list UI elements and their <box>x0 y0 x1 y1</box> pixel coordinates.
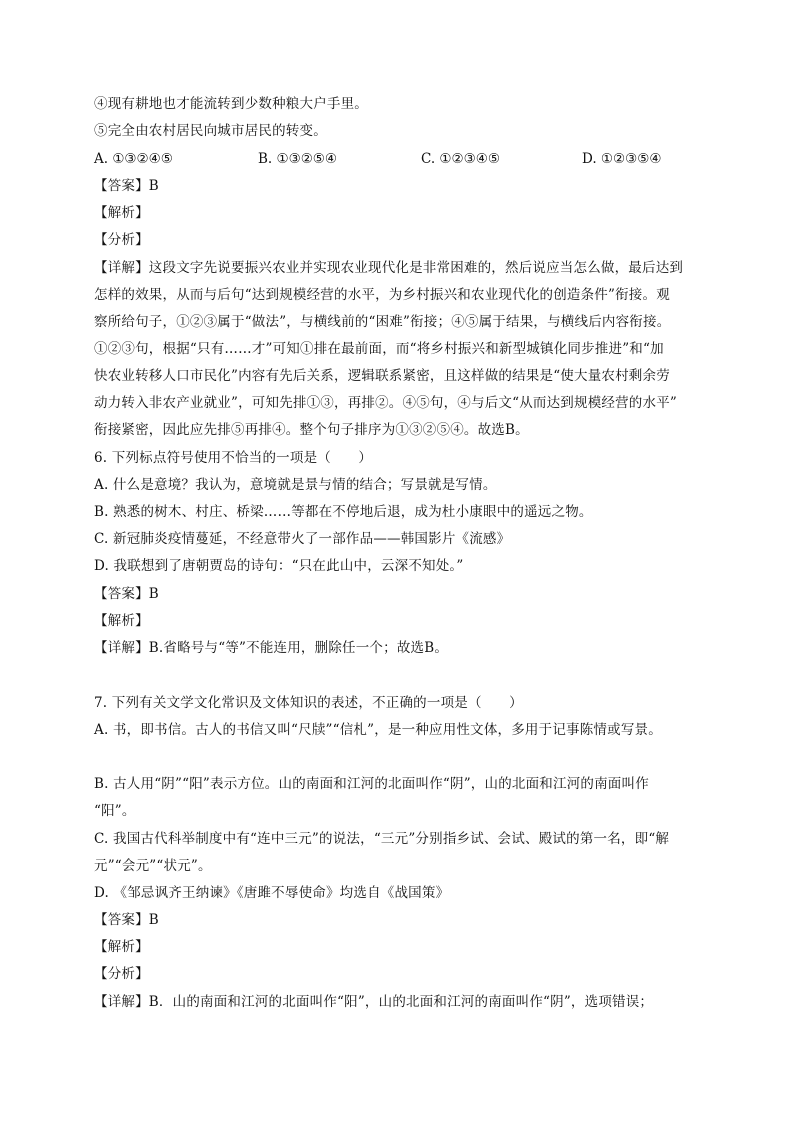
q5-option-b: B. ①③②⑤④ <box>258 151 338 167</box>
q7-detail: 【详解】B．山的南面和江河的北面叫作“阳”，山的北面和江河的南面叫作“阴”，选项错误； <box>94 994 654 1010</box>
q6-jiexi-heading: 【解析】 <box>94 613 149 629</box>
q5-detail-line: 察所给句子，①②③属于“做法”，与横线前的“困难”衔接；④⑤属于结果，与横线后内容衔接。 <box>94 314 671 330</box>
q7-option-c: C. 我国古代科举制度中有“连中三元”的说法，“三元”分别指乡试、会试、殿试的第一名，即“解 <box>94 831 670 847</box>
q7-option-a: A. 书，即书信。古人的书信又叫“尺牍”“信札”，是一种应用性文体，多用于记事陈情或写景。 <box>94 722 662 738</box>
q7-option-b-cont: “阳”。 <box>94 803 136 819</box>
q7-fenxi-heading: 【分析】 <box>94 966 149 982</box>
q5-option-d: D. ①②③⑤④ <box>582 151 662 167</box>
q5-item-4: ④现有耕地也才能流转到少数种粮大户手里。 <box>94 96 368 112</box>
q5-fenxi-heading: 【分析】 <box>94 232 149 248</box>
q7-answer: 【答案】B <box>94 912 159 928</box>
q5-detail-line: 快农业转移人口市民化”内容有先后关系，逻辑联系紧密，且这样做的结果是“使大量农村剩余劳 <box>94 368 670 384</box>
q5-item-5: ⑤完全由农村居民向城市居民的转变。 <box>94 123 327 139</box>
q7-option-d: D. 《邹忌讽齐王纳谏》《唐雎不辱使命》均选自《战国策》 <box>94 885 450 901</box>
q5-option-a: A. ①③②④⑤ <box>94 151 173 167</box>
q6-option-b: B. 熟悉的树木、村庄、桥梁……等都在不停地后退，成为杜小康眼中的遥远之物。 <box>94 504 593 520</box>
q6-option-a: A. 什么是意境？我认为，意境就是景与情的结合；写景就是写情。 <box>94 477 497 493</box>
q7-stem: 7. 下列有关文学文化常识及文体知识的表述，不正确的一项是（ ） <box>94 695 523 711</box>
q5-detail-line: 【详解】这段文字先说要振兴农业并实现农业现代化是非常困难的，然后说应当怎么做，最后达到 <box>94 260 684 276</box>
q7-option-c-cont: 元”“会元”“状元”。 <box>94 858 212 874</box>
q6-option-d: D. 我联想到了唐朝贾岛的诗句：“只在此山中，云深不知处。” <box>94 558 464 574</box>
q7-option-b: B. 古人用“阴”“阳”表示方位。山的南面和江河的北面叫作“阴”，山的北面和江河的南面叫作 <box>94 776 649 792</box>
q5-detail-line: ①②③句，根据“只有……才”可知①排在最前面，而“将乡村振兴和新型城镇化同步推进”和“加 <box>94 341 664 357</box>
q5-answer: 【答案】B <box>94 178 159 194</box>
q5-detail-line: 怎样的效果，从而与后句“达到规模经营的水平，为乡村振兴和农业现代化的创造条件”衔接。观 <box>94 287 670 303</box>
q6-stem: 6. 下列标点符号使用不恰当的一项是（ ） <box>94 450 373 466</box>
q5-detail-line: 衔接紧密，因此应先排⑤再排④。整个句子排序为①③②⑤④。故选B。 <box>94 422 529 438</box>
q6-option-c: C. 新冠肺炎疫情蔓延，不经意带火了一部作品——韩国影片《流感》 <box>94 531 511 547</box>
q6-answer: 【答案】B <box>94 586 159 602</box>
q5-option-c: C. ①②③④⑤ <box>421 151 500 167</box>
q7-jiexi-heading: 【解析】 <box>94 939 149 955</box>
q6-detail: 【详解】B.省略号与“等”不能连用，删除任一个；故选B。 <box>94 640 449 656</box>
q5-detail-line: 动力转入非农产业就业”，可知先排①③，再排②。④⑤句，④与后文“从而达到规模经营的水平” <box>94 395 678 411</box>
q5-jiexi-heading: 【解析】 <box>94 205 149 221</box>
